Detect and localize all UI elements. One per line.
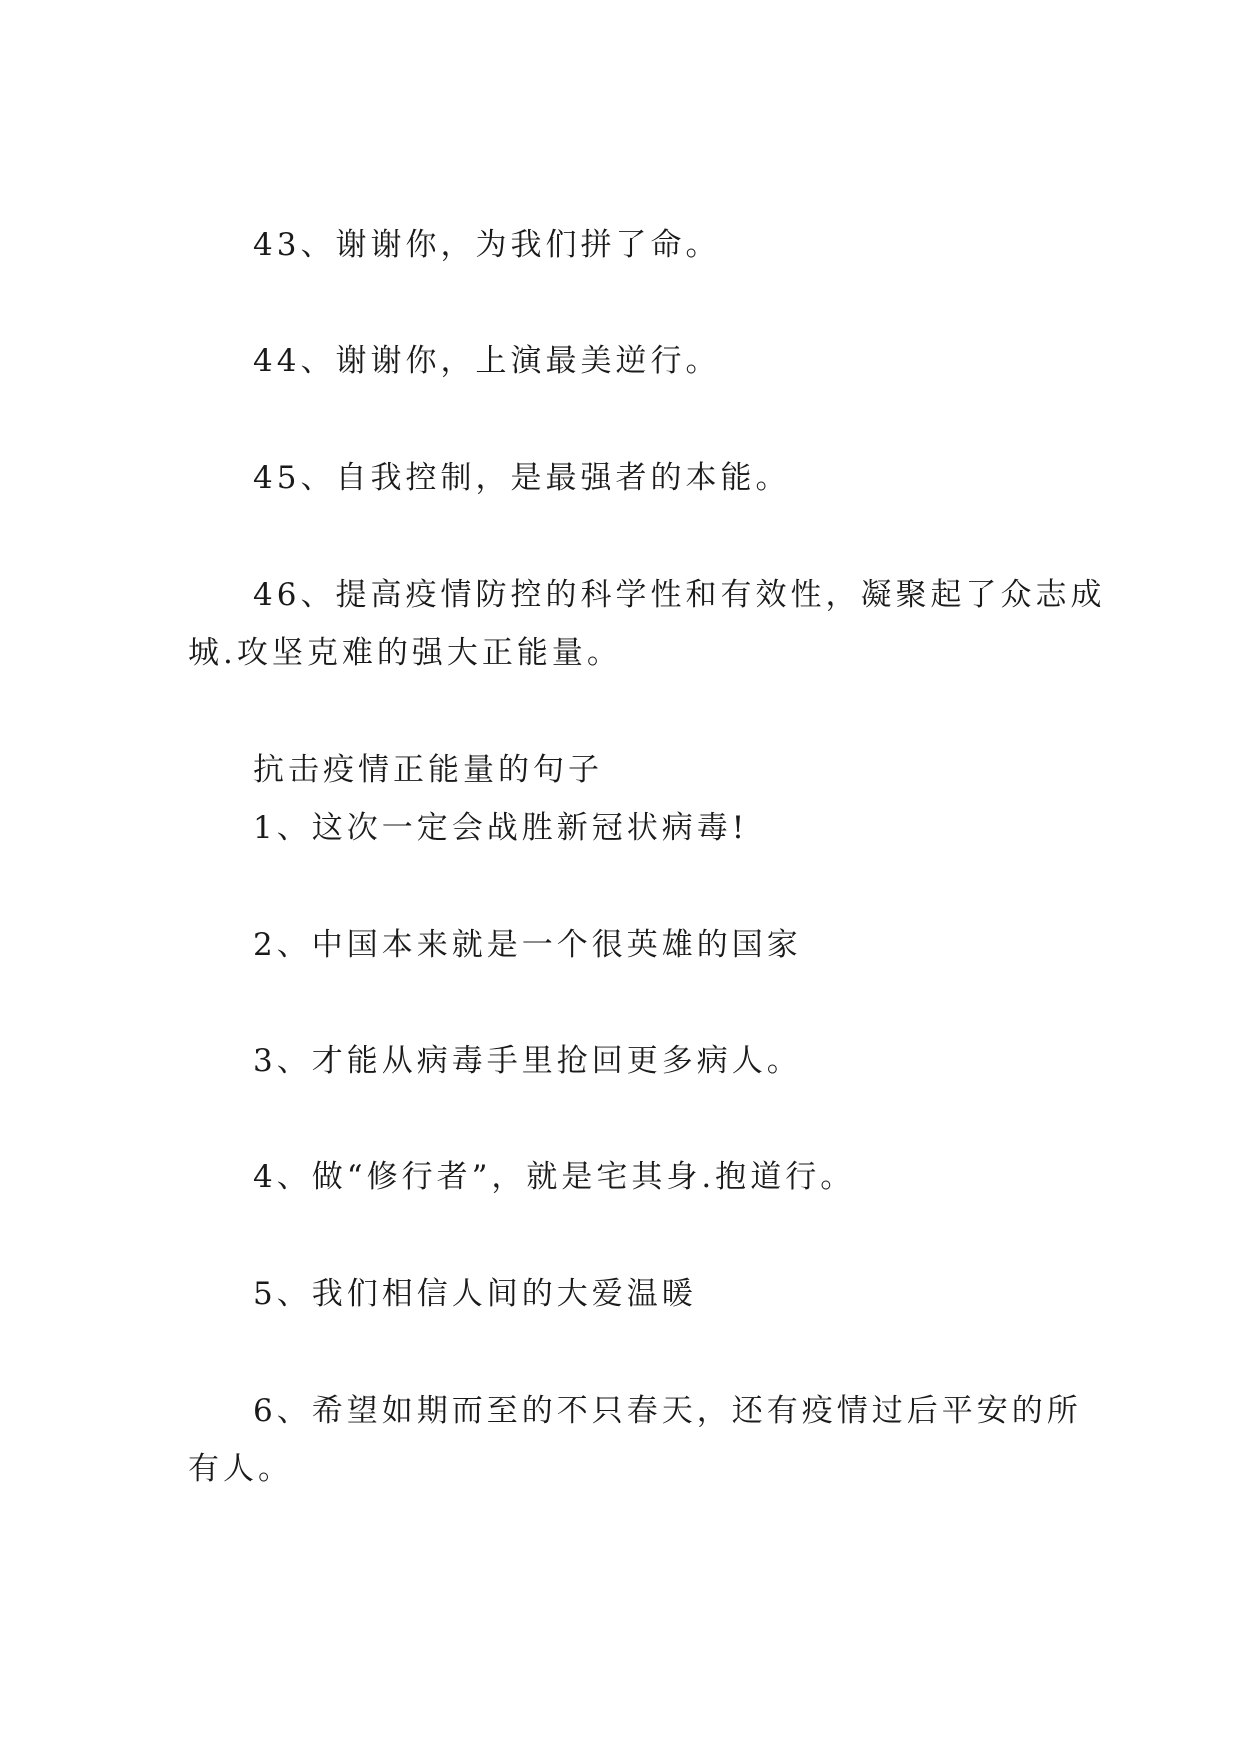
list-item-2: 2、中国本来就是一个很英雄的国家 [253,927,802,963]
paragraph-44: 44、谢谢你，上演最美逆行。 [253,343,721,379]
list-item-1: 1、这次一定会战胜新冠状病毒! [253,810,749,846]
section-heading: 抗击疫情正能量的句子 [253,752,603,788]
list-item-6-line-1: 6、希望如期而至的不只春天，还有疫情过后平安的所 [253,1393,1082,1429]
paragraph-46-line-2: 城.攻坚克难的强大正能量。 [188,635,622,671]
list-item-5: 5、我们相信人间的大爱温暖 [253,1276,697,1312]
paragraph-43: 43、谢谢你，为我们拼了命。 [253,227,721,263]
paragraph-45: 45、自我控制，是最强者的本能。 [253,460,791,496]
paragraph-46-line-1: 46、提高疫情防控的科学性和有效性，凝聚起了众志成 [253,577,1106,613]
list-item-4: 4、做“修行者”，就是宅其身.抱道行。 [253,1159,856,1195]
list-item-6-line-2: 有人。 [188,1451,293,1487]
list-item-3: 3、才能从病毒手里抢回更多病人。 [253,1043,802,1079]
